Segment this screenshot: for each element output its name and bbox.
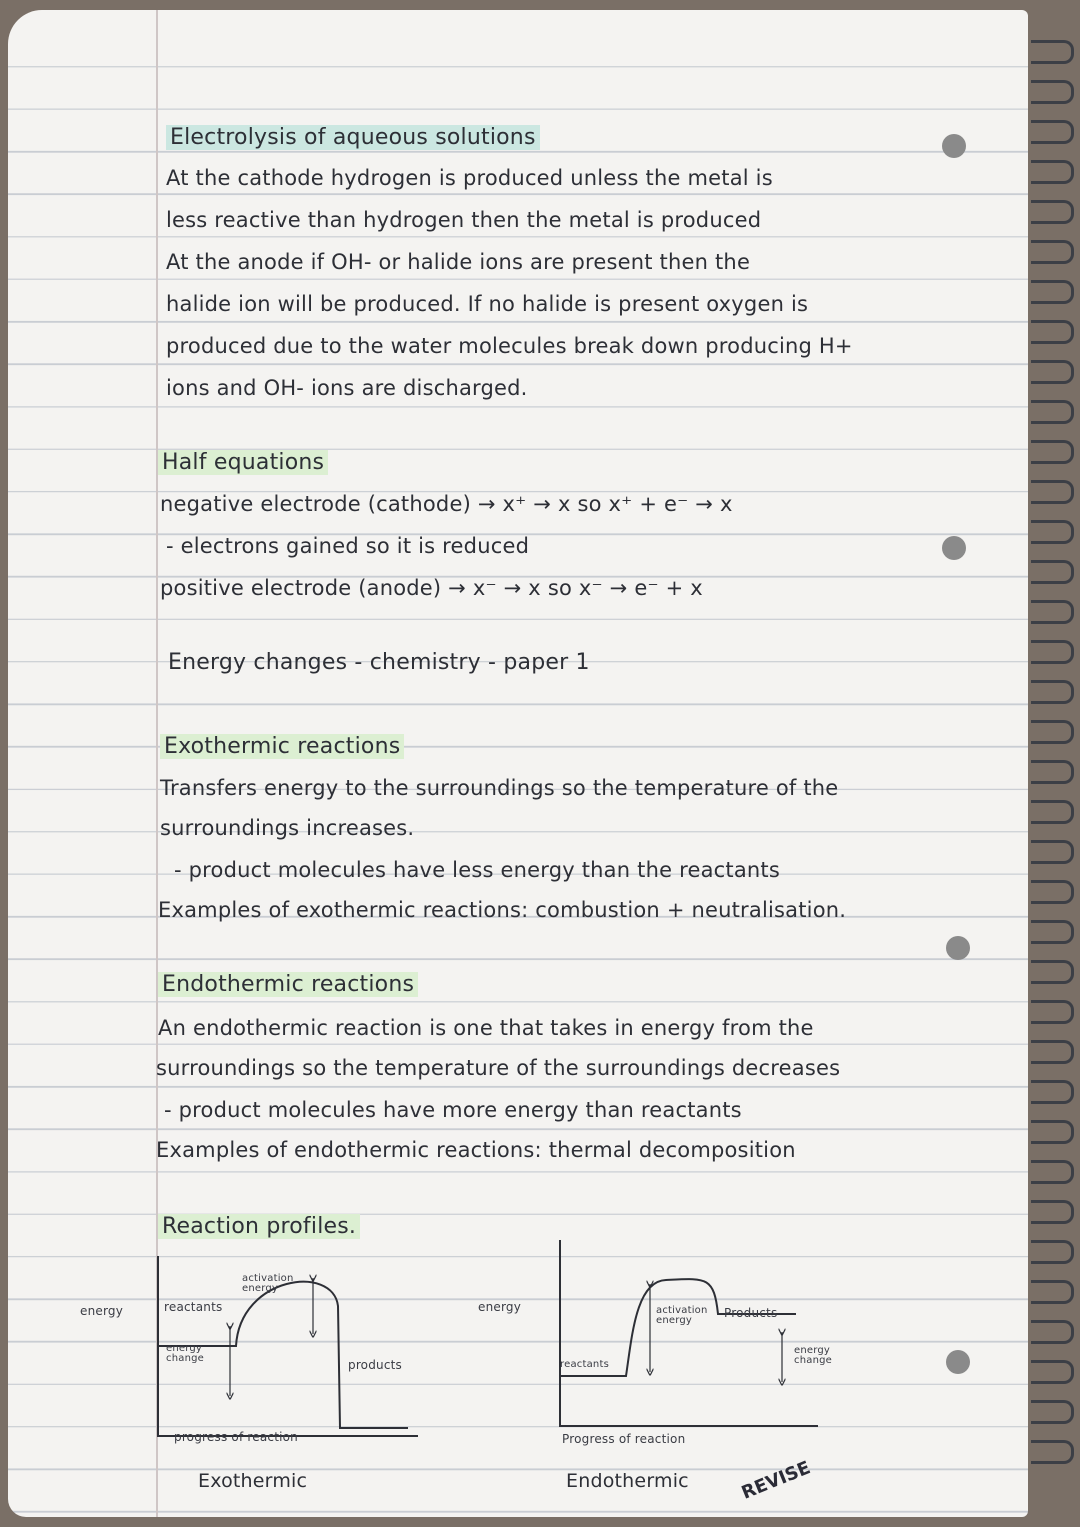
- binding-ring: [1031, 1440, 1074, 1464]
- exo-activation-label: activation energy: [242, 1273, 294, 1294]
- endothermic-profile-graph: [556, 1236, 856, 1436]
- binding-ring: [1031, 400, 1074, 424]
- half-equation-line: negative electrode (cathode) → x⁺ → x so x⁺ + e⁻ → x: [160, 492, 733, 516]
- binding-ring: [1031, 720, 1074, 744]
- electrolysis-line: At the cathode hydrogen is produced unless the metal is: [166, 166, 773, 190]
- binding-ring: [1031, 40, 1074, 64]
- half-equation-line: positive electrode (anode) → x⁻ → x so x⁻ → e⁻ + x: [160, 576, 703, 600]
- exothermic-line: Transfers energy to the surroundings so the temperature of the: [160, 776, 839, 800]
- exothermic-heading: Exothermic reactions: [160, 734, 404, 759]
- binding-ring: [1031, 960, 1074, 984]
- punch-hole: [946, 1350, 970, 1374]
- spiral-binding: [1024, 40, 1080, 1480]
- binding-ring: [1031, 120, 1074, 144]
- binding-ring: [1031, 1200, 1074, 1224]
- binding-ring: [1031, 1080, 1074, 1104]
- binding-ring: [1031, 920, 1074, 944]
- electrolysis-line: At the anode if OH- or halide ions are present then the: [166, 250, 751, 274]
- binding-ring: [1031, 200, 1074, 224]
- half-equation-line: - electrons gained so it is reduced: [166, 534, 530, 558]
- endothermic-line: surroundings so the temperature of the surroundings decreases: [156, 1056, 841, 1080]
- endo-reactants-label: reactants: [560, 1359, 609, 1370]
- electrolysis-line: halide ion will be produced. If no halide is present oxygen is: [166, 292, 809, 316]
- binding-ring: [1031, 320, 1074, 344]
- binding-ring: [1031, 1360, 1074, 1384]
- binding-ring: [1031, 360, 1074, 384]
- exo-caption: Exothermic: [198, 1470, 308, 1492]
- binding-ring: [1031, 280, 1074, 304]
- endothermic-line: An endothermic reaction is one that takes in energy from the: [158, 1016, 814, 1040]
- binding-ring: [1031, 800, 1074, 824]
- exothermic-line: surroundings increases.: [160, 816, 415, 840]
- endo-x-axis-label: Progress of reaction: [562, 1432, 686, 1446]
- binding-ring: [1031, 1000, 1074, 1024]
- endo-activation-label: activation energy: [656, 1305, 708, 1326]
- endo-energy-axis-label: energy: [478, 1300, 522, 1314]
- punch-hole: [942, 536, 966, 560]
- endo-energy-change-label: energy change: [794, 1345, 833, 1366]
- binding-ring: [1031, 840, 1074, 864]
- binding-ring: [1031, 600, 1074, 624]
- electrolysis-line: ions and OH- ions are discharged.: [166, 376, 528, 400]
- endo-products-label: Products: [724, 1306, 778, 1320]
- endothermic-line: Examples of endothermic reactions: thermal decomposition: [156, 1138, 796, 1162]
- reaction-profiles-heading: Reaction profiles.: [158, 1214, 360, 1239]
- binding-ring: [1031, 520, 1074, 544]
- exo-reactants-label: reactants: [164, 1300, 223, 1314]
- binding-ring: [1031, 1240, 1074, 1264]
- revise-stamp: REVISE: [738, 1457, 814, 1504]
- binding-ring: [1031, 80, 1074, 104]
- endothermic-heading: Endothermic reactions: [158, 972, 418, 997]
- punch-hole: [946, 936, 970, 960]
- axes: [560, 1240, 818, 1426]
- exothermic-line: Examples of exothermic reactions: combustion + neutralisation.: [158, 898, 847, 922]
- endo-caption: Endothermic: [566, 1470, 689, 1492]
- binding-ring: [1031, 1120, 1074, 1144]
- exo-energy-change-label: energy change: [166, 1343, 205, 1364]
- energy-changes-title: Energy changes - chemistry - paper 1: [168, 650, 590, 675]
- binding-ring: [1031, 1400, 1074, 1424]
- electrolysis-heading: Electrolysis of aqueous solutions: [166, 125, 540, 150]
- binding-ring: [1031, 1320, 1074, 1344]
- binding-ring: [1031, 560, 1074, 584]
- binding-ring: [1031, 480, 1074, 504]
- binding-ring: [1031, 760, 1074, 784]
- endothermic-line: - product molecules have more energy than reactants: [164, 1098, 742, 1122]
- punch-hole: [942, 134, 966, 158]
- electrolysis-line: produced due to the water molecules break down producing H+: [166, 334, 853, 358]
- exothermic-profile-graph: [148, 1246, 568, 1446]
- binding-ring: [1031, 1280, 1074, 1304]
- notebook-page: [8, 10, 1028, 1517]
- half-equations-heading: Half equations: [158, 450, 328, 475]
- exo-x-axis-label: progress of reaction: [174, 1430, 298, 1444]
- binding-ring: [1031, 1160, 1074, 1184]
- binding-ring: [1031, 440, 1074, 464]
- electrolysis-line: less reactive than hydrogen then the metal is produced: [166, 208, 762, 232]
- exothermic-line: - product molecules have less energy than the reactants: [174, 858, 780, 882]
- binding-ring: [1031, 680, 1074, 704]
- exo-products-label: products: [348, 1358, 403, 1372]
- binding-ring: [1031, 240, 1074, 264]
- binding-ring: [1031, 160, 1074, 184]
- exo-energy-axis-label: energy: [80, 1304, 124, 1318]
- binding-ring: [1031, 1040, 1074, 1064]
- binding-ring: [1031, 880, 1074, 904]
- binding-ring: [1031, 640, 1074, 664]
